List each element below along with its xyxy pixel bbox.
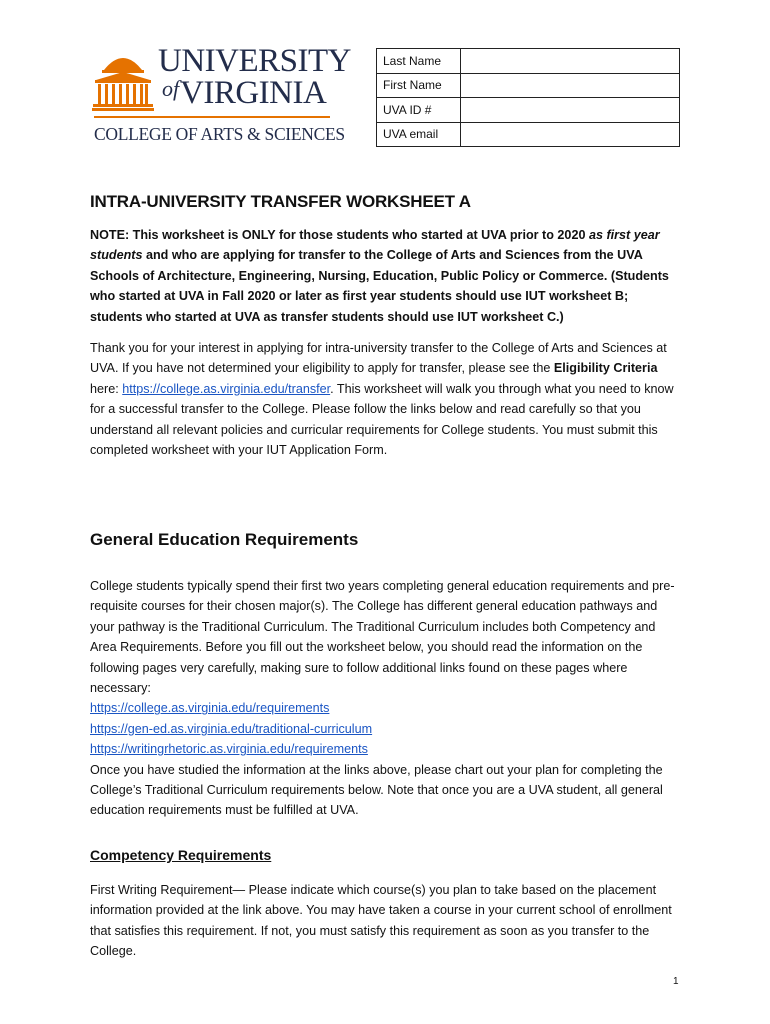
- gen-ed-paragraph-2: Once you have studied the information at the links above, please chart out your plan for completing the College’s Traditional Curriculum requirements below. Note that once you are a UVA student, all general education requirements must be fulfilled at UVA.: [90, 762, 663, 818]
- rotunda-icon: [92, 46, 154, 112]
- table-row: [377, 98, 680, 123]
- logo-divider: [94, 116, 330, 118]
- student-info-table: [376, 48, 680, 147]
- first-name-label: First Name: [377, 73, 461, 98]
- eligibility-note: [90, 225, 680, 327]
- intro-text-2: here:: [90, 381, 123, 396]
- intro-text-1: Thank you for your interest in applying for intra-university transfer to the College of Arts and Sciences at UVA. If you have not determined your eligibility to apply for transfer, please see the: [90, 341, 667, 376]
- note-text-1: NOTE: This worksheet is ONLY for those students who started at UVA prior to 2020: [90, 228, 589, 242]
- intro-text-3: . This worksheet will walk you through what you need to know for a successful transfer to the College. Please follow the links below and read carefully so that you understand all relevant policies and curricular requirements for College students. You must submit this completed worksheet with your IUT Application Form.: [90, 381, 674, 458]
- uva-college-logo: [92, 43, 351, 146]
- competency-heading: Competency Requirements: [90, 847, 272, 863]
- table-row: [377, 73, 680, 98]
- note-text-2: and who are applying for transfer to the College of Arts and Sciences from the UVA Schools of Architecture, Engineering, Nursing, Education, Public Policy or Commerce. (Students who started at UVA in Fall 2020 or later as first year students should use IUT worksheet B; students who started at UVA as transfer students should use IUT worksheet C.): [90, 248, 669, 324]
- first-name-field[interactable]: [461, 73, 680, 98]
- logo-university-text: UNIVERSITY: [158, 43, 351, 79]
- eligibility-criteria-label: Eligibility Criteria: [553, 361, 658, 376]
- gen-ed-section: [90, 576, 680, 821]
- uva-email-label: UVA email: [377, 122, 461, 147]
- logo-virginia-text: VIRGINIA: [180, 75, 327, 111]
- logo-of-text: of: [162, 76, 180, 101]
- traditional-curriculum-link[interactable]: https://gen-ed.as.virginia.edu/traditional-curriculum: [90, 721, 373, 736]
- requirements-link[interactable]: https://college.as.virginia.edu/requirements: [90, 701, 330, 716]
- page-number: 1: [673, 976, 679, 987]
- table-row: [377, 122, 680, 147]
- note-italic: as first year students: [90, 228, 660, 263]
- table-row: [377, 49, 680, 74]
- logo-college-text: COLLEGE OF ARTS & SCIENCES: [94, 124, 345, 144]
- uva-email-field[interactable]: [461, 122, 680, 147]
- uva-id-label: UVA ID #: [377, 98, 461, 123]
- transfer-link[interactable]: https://college.as.virginia.edu/transfer: [122, 381, 331, 396]
- last-name-label: Last Name: [377, 49, 461, 74]
- gen-ed-paragraph: College students typically spend their first two years completing general education requirements and pre-requisite courses for their chosen major(s). The College has different general education pathways and your pathway is the Traditional Curriculum. The Traditional Curriculum includes both Competency and Area Requirements. Before you fill out the worksheet below, you should read the information on the following pages very carefully, making sure to follow additional links found on these pages where necessary:: [90, 579, 675, 696]
- gen-ed-heading: General Education Requirements: [90, 530, 359, 549]
- intro-paragraph: [90, 338, 680, 460]
- uva-id-field[interactable]: [461, 98, 680, 123]
- writing-rhetoric-link[interactable]: https://writingrhetoric.as.virginia.edu/requirements: [90, 742, 368, 757]
- last-name-field[interactable]: [461, 49, 680, 74]
- first-writing-paragraph: First Writing Requirement— Please indicate which course(s) you plan to take based on the placement information provided at the link above. You may have taken a course in your current school of enrollment that satisfies this requirement. If not, you must satisfy this requirement as soon as you transfer to the College.: [90, 883, 672, 959]
- page-title: INTRA-UNIVERSITY TRANSFER WORKSHEET A: [90, 192, 471, 211]
